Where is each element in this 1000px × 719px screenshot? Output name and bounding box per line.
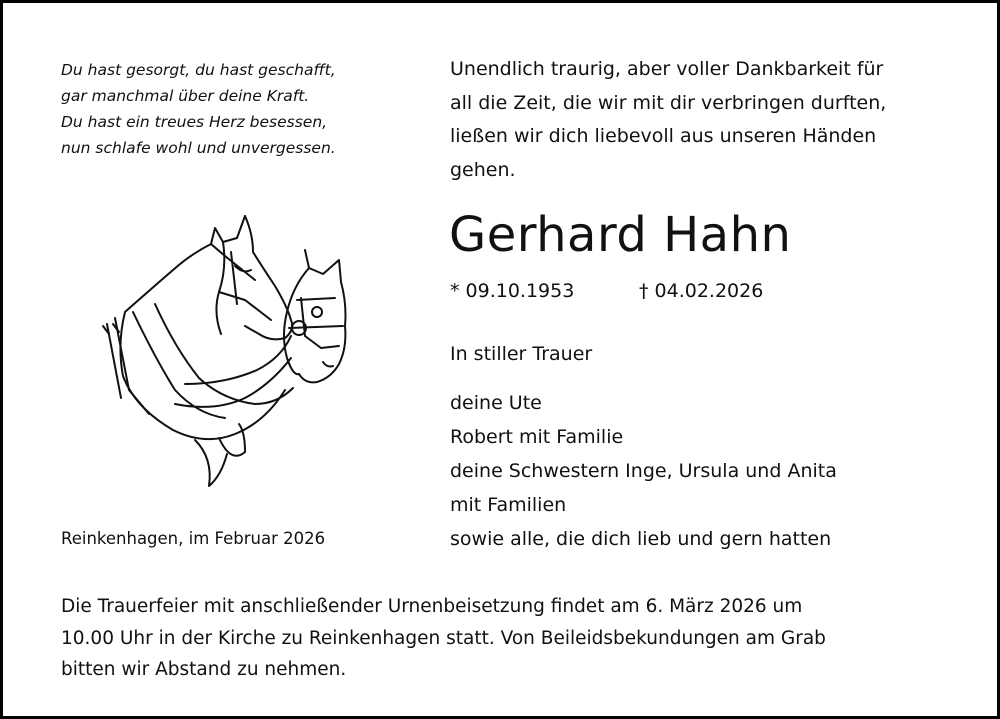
mourner-line: deine Ute [450, 392, 542, 414]
mourner-line: Robert mit Familie [450, 426, 624, 448]
poem-line: nun schlafe wohl und unvergessen. [61, 139, 336, 157]
deceased-name: Gerhard Hahn [449, 207, 792, 263]
intro-text [450, 53, 960, 187]
mourner-line: sowie alle, die dich lieb und gern hatten [450, 528, 832, 550]
funeral-line: 10.00 Uhr in der Kirche zu Reinkenhagen statt. Von Beileidsbekundungen am Grab [61, 627, 826, 649]
mourners-list [450, 386, 837, 556]
poem-line: gar manchmal über deine Kraft. [61, 87, 310, 105]
mourning-heading: In stiller Trauer [450, 343, 593, 365]
funeral-info [61, 591, 961, 686]
life-dates [450, 276, 764, 306]
poem-line: Du hast ein treues Herz besessen, [61, 113, 328, 131]
death-date: † 04.02.2026 [639, 280, 764, 302]
intro-line: all die Zeit, die wir mit dir verbringen durften, [450, 91, 887, 114]
intro-line: gehen. [450, 158, 516, 181]
intro-line: ließen wir dich liebevoll aus unseren Händen [450, 125, 877, 147]
funeral-line: Die Trauerfeier mit anschließender Urnenbeisetzung findet am 6. März 2026 um [61, 596, 803, 617]
poem-line: Du hast gesorgt, du hast geschafft, [61, 61, 336, 79]
two-horse-heads-drawing-icon [95, 208, 367, 500]
intro-line: Unendlich traurig, aber voller Dankbarkeit für [450, 58, 884, 80]
place-and-date: Reinkenhagen, im Februar 2026 [61, 529, 326, 548]
mourner-line: mit Familien [450, 494, 567, 516]
memorial-poem [61, 57, 401, 161]
birth-date: * 09.10.1953 [450, 280, 575, 302]
mourner-line: deine Schwestern Inge, Ursula und Anita [450, 460, 837, 482]
funeral-line: bitten wir Abstand zu nehmen. [61, 659, 347, 680]
